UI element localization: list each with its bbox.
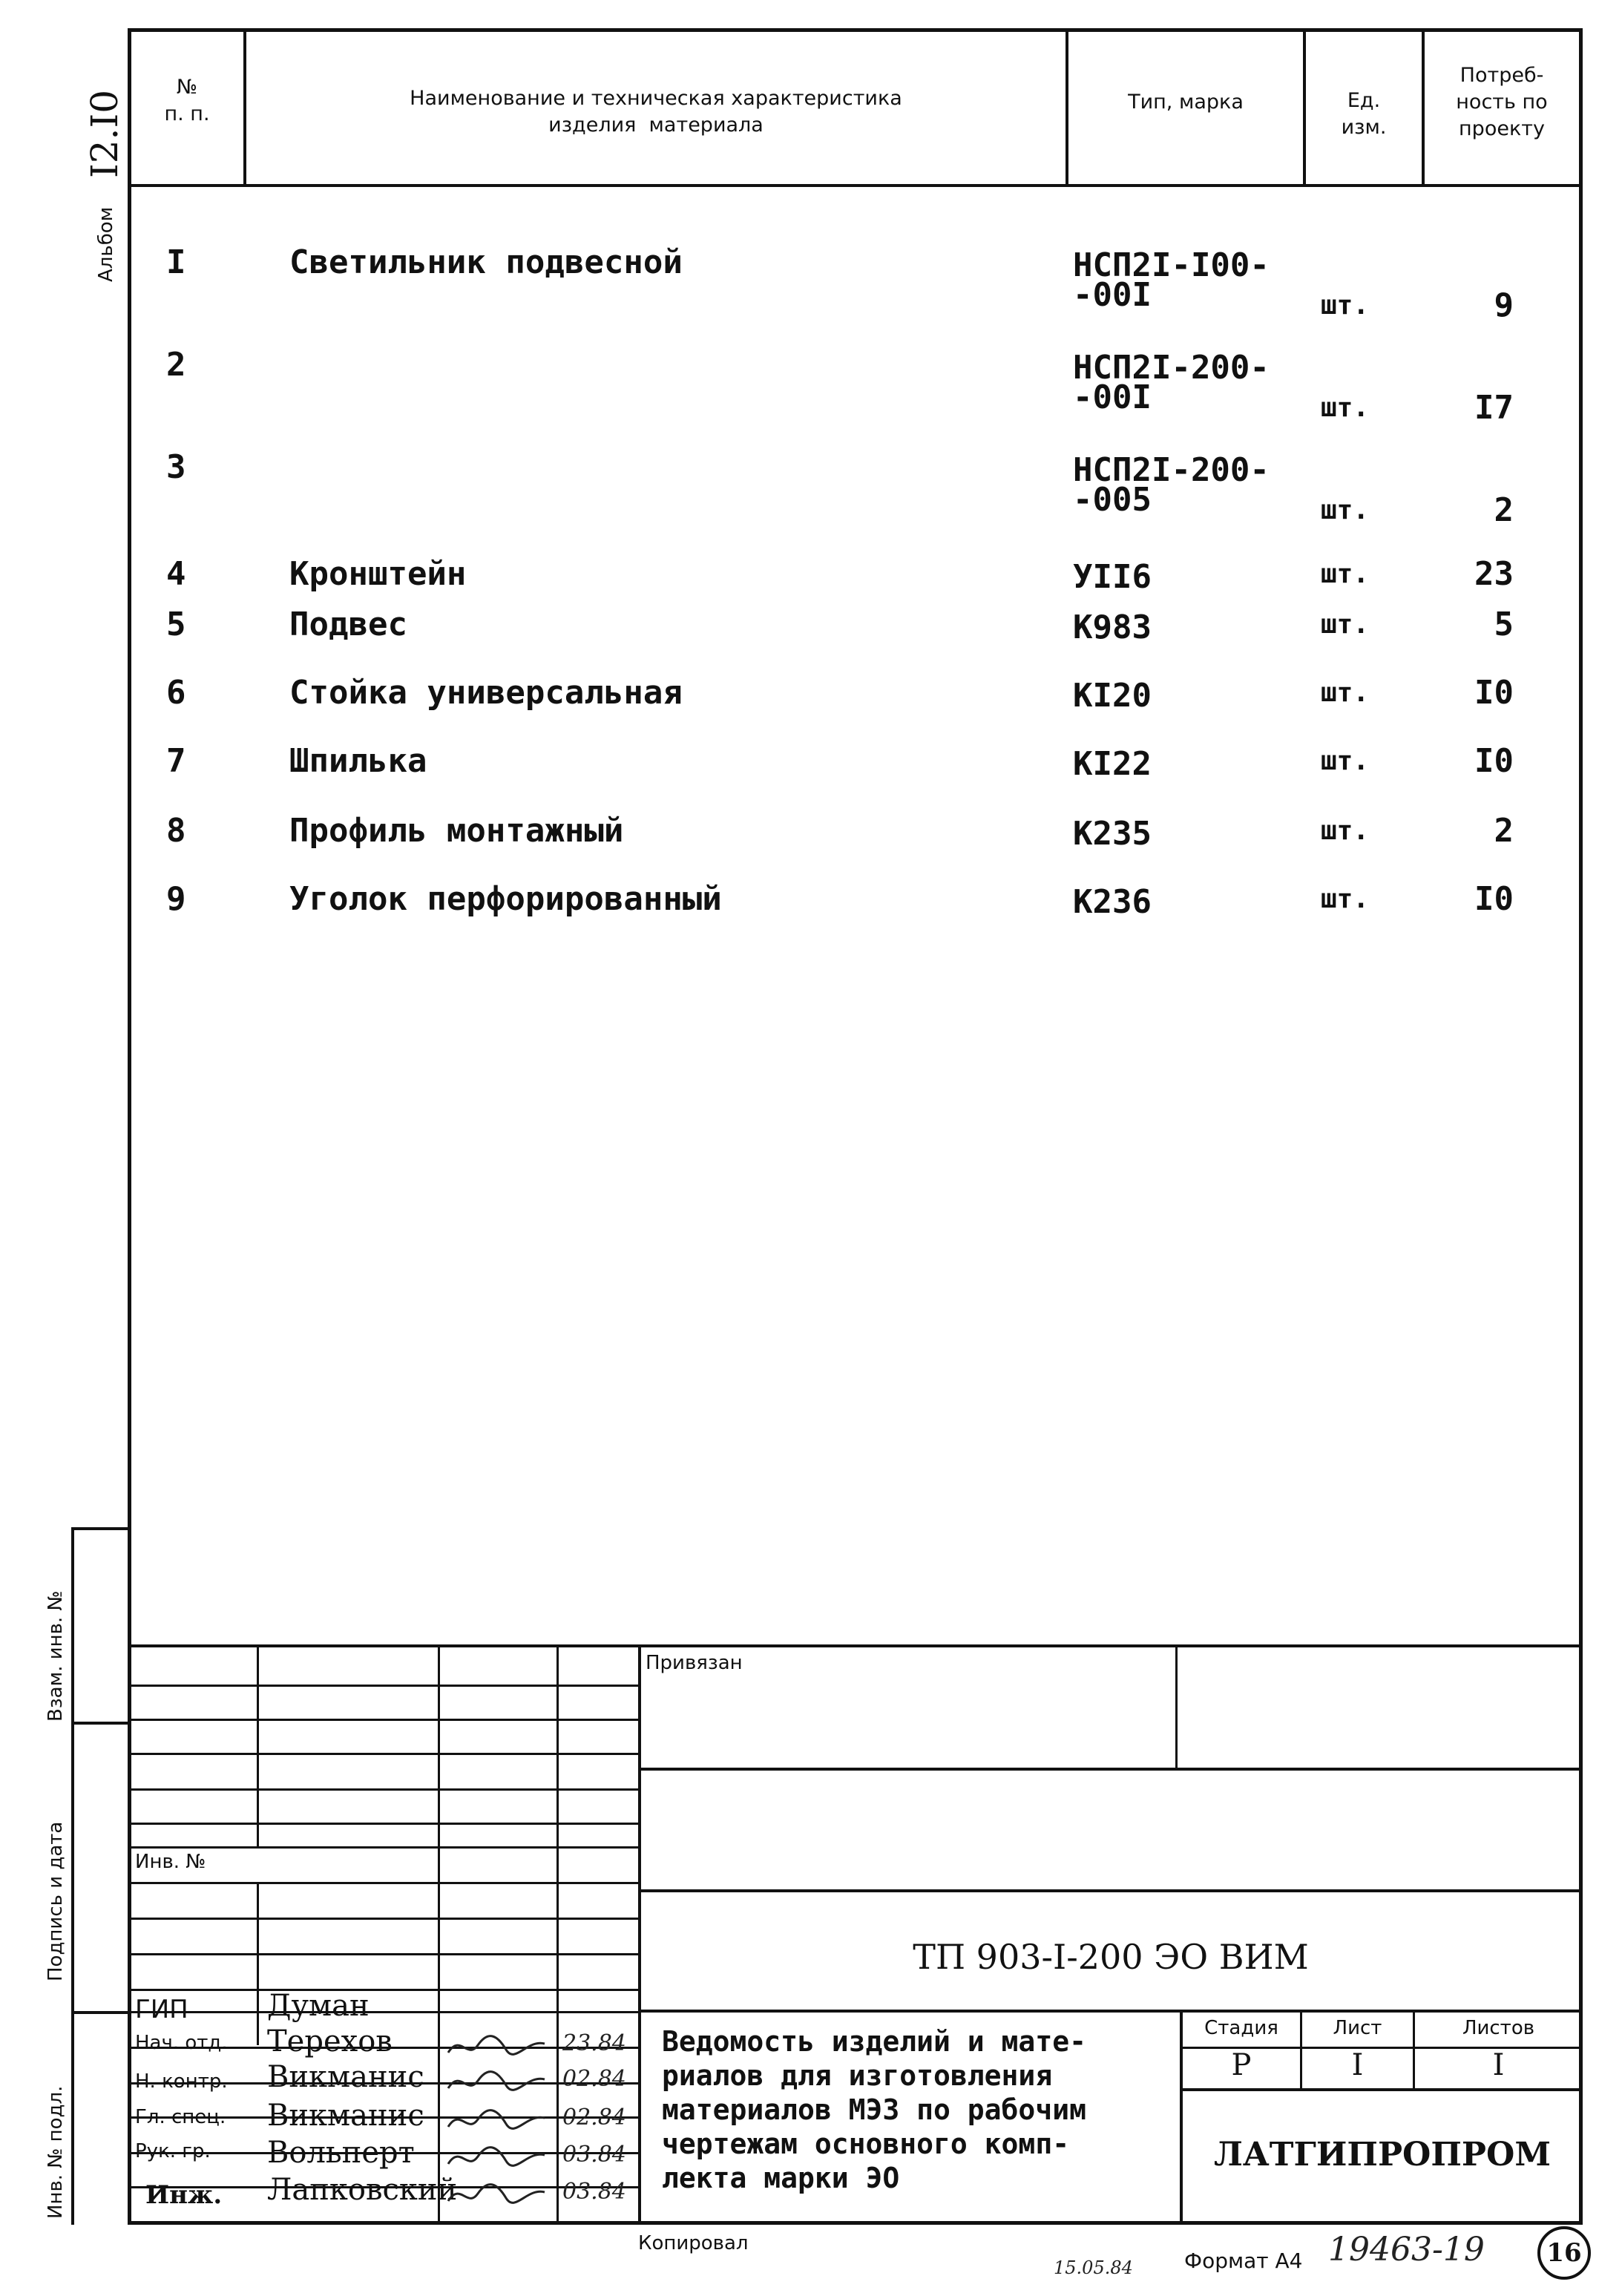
- row-num: 4: [166, 555, 186, 593]
- row-unit: шт.: [1321, 884, 1370, 914]
- footer-page-circle: 16: [1537, 2226, 1591, 2280]
- row-num: 8: [166, 812, 186, 850]
- row-type: К983: [1073, 609, 1152, 646]
- tb-right-h3: [640, 2010, 1582, 2013]
- tb-grid-line: [128, 1788, 640, 1791]
- tb-person-role: Инж.: [145, 2180, 223, 2210]
- tb-grid-line: [128, 1685, 640, 1687]
- tb-person-signature-icon: [445, 2180, 549, 2213]
- row-qty: 2: [1494, 812, 1514, 850]
- row-num: 5: [166, 606, 186, 643]
- table-row: [0, 557, 1622, 601]
- tb-grid-v4: [638, 1644, 641, 2223]
- tb-stage-label: Стадия: [1204, 2017, 1278, 2039]
- tb-privyazan: Привязан: [646, 1652, 743, 1674]
- row-type: НСП2I-I00- -00I: [1073, 246, 1270, 314]
- row-name: Светильник подвесной: [289, 243, 683, 281]
- row-unit: шт.: [1321, 678, 1370, 708]
- tb-person-role: Н. контр.: [135, 2070, 228, 2093]
- tb-sheet-value: I: [1351, 2048, 1364, 2082]
- tb-person-signature-icon: [445, 2106, 549, 2139]
- table-row: [0, 607, 1622, 652]
- tb-grid-line: [128, 1753, 640, 1755]
- tb-sheets-label: Листов: [1462, 2017, 1535, 2039]
- tb-person-date: 02.84: [562, 2105, 626, 2131]
- tb-right-h1: [640, 1768, 1582, 1771]
- frame-top: [128, 28, 1582, 32]
- row-type: НСП2I-200- -005: [1073, 451, 1270, 519]
- row-type: НСП2I-200- -00I: [1073, 349, 1270, 416]
- row-qty: I0: [1474, 742, 1514, 780]
- row-type: УII6: [1073, 558, 1152, 596]
- header-bottom-line: [128, 184, 1582, 187]
- tb-right-h2: [640, 1889, 1582, 1892]
- footer-stamp-number: 19463-19: [1328, 2231, 1485, 2269]
- side-podpis-data: Подпись и дата: [45, 1821, 67, 1981]
- tb-sheet-label: Лист: [1333, 2017, 1382, 2039]
- tb-doc-code: ТП 903-I-200 ЭО ВИМ: [913, 1937, 1309, 1977]
- side-strip-sep2: [71, 2011, 129, 2014]
- tb-person-date: 03.84: [562, 2142, 626, 2168]
- row-unit: шт.: [1321, 609, 1370, 640]
- tb-person-name: Викманис: [267, 2060, 424, 2094]
- table-row: [0, 448, 1622, 529]
- row-unit: шт.: [1321, 816, 1370, 846]
- side-strip-sep1: [71, 1722, 129, 1725]
- table-row: [0, 675, 1622, 720]
- tb-person-role: Рук. гр.: [135, 2140, 211, 2162]
- row-qty: 9: [1494, 286, 1514, 324]
- table-row: [0, 744, 1622, 788]
- footer-format: Формат А4: [1184, 2249, 1303, 2273]
- header-name: Наименование и техническая характеристика изделия материала: [410, 87, 902, 137]
- tb-org: ЛАТГИПРОПРОМ: [1213, 2136, 1552, 2174]
- tb-person-role: Гл. спец.: [135, 2106, 226, 2128]
- tb-person-signature-icon: [445, 2067, 549, 2100]
- tb-person-date: 03.84: [562, 2179, 626, 2205]
- tb-doc-title: Ведомость изделий и мате- риалов для изготовления материалов МЭЗ по рабочим чертежам основного комп- лекта марки ЭО: [662, 2025, 1086, 2194]
- row-qty: 5: [1494, 606, 1514, 643]
- tb-person-name: Думан: [267, 1989, 370, 2023]
- side-vzam-inv: Взам. инв. №: [45, 1590, 67, 1722]
- tb-person-name: Вольперт: [267, 2136, 415, 2170]
- tb-grid-line: [128, 1882, 640, 1884]
- row-qty: 23: [1474, 555, 1514, 593]
- row-name: Шпилька: [289, 742, 427, 780]
- tb-person-role: ГИП: [135, 1995, 188, 2024]
- row-num: 9: [166, 880, 186, 918]
- row-type: К236: [1073, 883, 1152, 921]
- tb-right-v-privyazan: [1175, 1644, 1178, 1769]
- tb-grid-line: [128, 1918, 640, 1920]
- table-row: [0, 882, 1622, 926]
- row-qty: I7: [1474, 389, 1514, 427]
- row-qty: I0: [1474, 880, 1514, 918]
- table-row: [0, 346, 1622, 427]
- row-type: К235: [1073, 815, 1152, 853]
- row-unit: шт.: [1321, 393, 1370, 423]
- tb-person-date: 23.84: [562, 2030, 626, 2056]
- tb-sheets-value: I: [1492, 2048, 1505, 2082]
- side-album-number: I2.I0: [83, 89, 126, 178]
- tb-person-name: Лапковский: [267, 2173, 458, 2207]
- row-num: 6: [166, 674, 186, 712]
- frame-bottom: [128, 2221, 1582, 2225]
- row-type: КI22: [1073, 745, 1152, 783]
- row-num: I: [166, 243, 186, 281]
- side-inv-podl: Инв. № подл.: [45, 2085, 67, 2219]
- row-num: 7: [166, 742, 186, 780]
- row-name: Стойка универсальная: [289, 674, 683, 712]
- tb-stage-h2: [1180, 2088, 1582, 2091]
- tb-person-name: Викманис: [267, 2099, 424, 2133]
- tb-grid-v2: [438, 1644, 440, 2223]
- tb-inv-no-label: Инв. №: [135, 1851, 206, 1873]
- tb-grid-v3: [556, 1644, 559, 2223]
- side-album-label: Альбом: [95, 206, 117, 282]
- row-type: КI20: [1073, 677, 1152, 715]
- footer-handwritten: 15.05.84: [1054, 2257, 1133, 2278]
- row-name: Кронштейн: [289, 555, 467, 593]
- row-name: Подвес: [289, 606, 407, 643]
- row-unit: шт.: [1321, 290, 1370, 321]
- tb-person-name: Терехов: [267, 2024, 393, 2059]
- table-row: [0, 813, 1622, 858]
- row-qty: 2: [1494, 491, 1514, 529]
- footer-copied: Копировал: [638, 2232, 749, 2254]
- tb-grid-line: [128, 1846, 640, 1849]
- side-strip-left: [71, 1527, 74, 2225]
- tb-person-signature-icon: [445, 2032, 549, 2064]
- tb-person-signature-icon: [445, 2143, 549, 2176]
- header-type: Тип, марка: [1128, 91, 1244, 114]
- tb-grid-line: [128, 1719, 640, 1721]
- row-unit: шт.: [1321, 559, 1370, 589]
- row-unit: шт.: [1321, 746, 1370, 776]
- tb-grid-line: [128, 2011, 640, 2013]
- tb-grid-v1: [257, 1644, 259, 2045]
- tb-grid-line: [128, 1823, 640, 1825]
- tb-person-role: Нач. отд.: [135, 2032, 228, 2054]
- tb-person-date: 02.84: [562, 2066, 626, 2092]
- header-qty: Потреб- ность по проекту: [1456, 64, 1548, 140]
- row-name: Уголок перфорированный: [289, 880, 722, 918]
- row-num: 3: [166, 448, 186, 486]
- row-num: 2: [166, 346, 186, 384]
- tb-stage-value: Р: [1231, 2048, 1252, 2082]
- row-unit: шт.: [1321, 495, 1370, 525]
- header-unit: Ед. изм.: [1341, 89, 1387, 139]
- row-name: Профиль монтажный: [289, 812, 624, 850]
- row-qty: I0: [1474, 674, 1514, 712]
- header-num: № п. п.: [164, 76, 210, 125]
- tb-top-line: [128, 1644, 1582, 1647]
- tb-grid-line: [128, 1953, 640, 1955]
- tb-grid-line: [128, 1989, 640, 1991]
- side-strip-top: [71, 1527, 129, 1530]
